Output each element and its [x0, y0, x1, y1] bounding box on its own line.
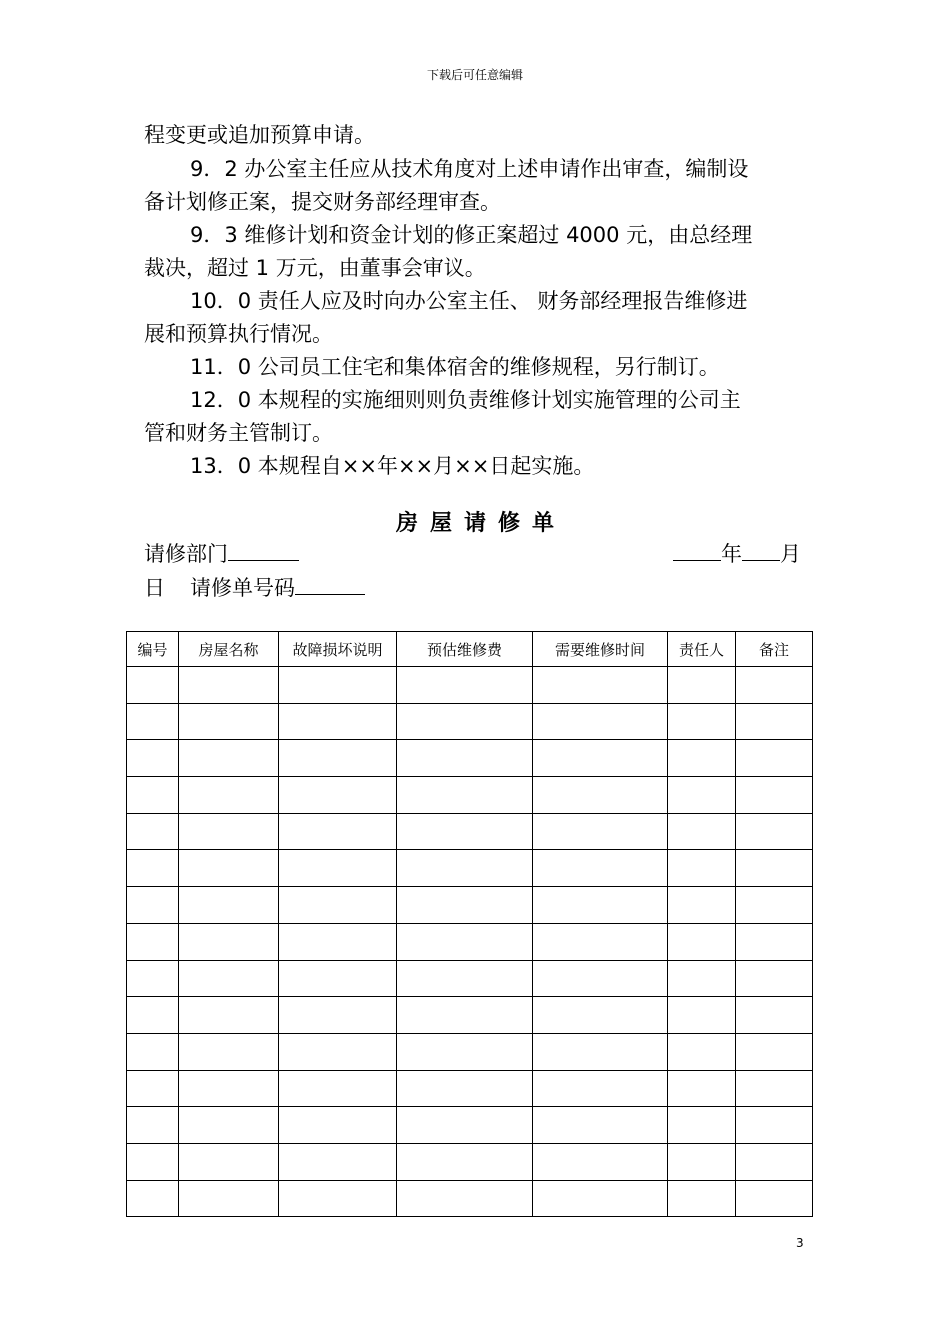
- table-cell[interactable]: [179, 813, 279, 850]
- order-no-blank[interactable]: [295, 574, 365, 595]
- table-cell[interactable]: [533, 667, 668, 704]
- table-cell[interactable]: [736, 960, 813, 997]
- table-row: [127, 850, 813, 887]
- table-cell[interactable]: [736, 850, 813, 887]
- paragraph-9-3: 9．3 维修计划和资金计划的修正案超过 4000 元，由总经理: [190, 223, 753, 247]
- table-cell[interactable]: [668, 1033, 736, 1070]
- paragraph-9-2-cont: 备计划修正案，提交财务部经理审查。: [144, 190, 501, 214]
- table-cell[interactable]: [279, 703, 397, 740]
- table-cell[interactable]: [179, 1180, 279, 1217]
- table-cell[interactable]: [127, 1070, 179, 1107]
- table-cell[interactable]: [397, 667, 533, 704]
- table-cell[interactable]: [668, 850, 736, 887]
- column-header-house-name: 房屋名称: [179, 632, 279, 667]
- table-row: [127, 960, 813, 997]
- column-header-remarks: 备注: [736, 632, 813, 667]
- table-cell[interactable]: [127, 923, 179, 960]
- table-cell[interactable]: [127, 813, 179, 850]
- order-no-label: 请修单号码: [190, 576, 295, 600]
- table-cell[interactable]: [127, 960, 179, 997]
- table-row: [127, 1143, 813, 1180]
- table-cell[interactable]: [736, 1180, 813, 1217]
- table-row: [127, 740, 813, 777]
- table-cell[interactable]: [397, 1033, 533, 1070]
- table-cell[interactable]: [127, 740, 179, 777]
- table-cell[interactable]: [179, 923, 279, 960]
- table-cell[interactable]: [279, 740, 397, 777]
- table-cell[interactable]: [279, 1143, 397, 1180]
- table-cell[interactable]: [397, 1143, 533, 1180]
- table-cell[interactable]: [533, 1070, 668, 1107]
- table-row: [127, 813, 813, 850]
- column-header-number: 编号: [127, 632, 179, 667]
- table-cell[interactable]: [179, 960, 279, 997]
- table-row: [127, 703, 813, 740]
- table-cell[interactable]: [127, 1033, 179, 1070]
- table-cell[interactable]: [533, 850, 668, 887]
- table-cell[interactable]: [533, 887, 668, 924]
- table-cell[interactable]: [668, 887, 736, 924]
- repair-table: [126, 631, 813, 1217]
- table-cell[interactable]: [397, 1070, 533, 1107]
- table-cell[interactable]: [279, 813, 397, 850]
- table-cell[interactable]: [736, 997, 813, 1034]
- month-label: 月: [780, 542, 801, 566]
- table-row: [127, 923, 813, 960]
- day-label: 日: [144, 576, 165, 600]
- paragraph-9-3-cont: 裁决，超过 1 万元，由董事会审议。: [144, 256, 486, 280]
- year-label: 年: [721, 542, 742, 566]
- table-cell[interactable]: [127, 850, 179, 887]
- table-cell[interactable]: [668, 1070, 736, 1107]
- table-cell[interactable]: [397, 813, 533, 850]
- table-cell[interactable]: [736, 1070, 813, 1107]
- column-header-estimated-cost: 预估维修费: [397, 632, 533, 667]
- table-row: [127, 1180, 813, 1217]
- table-cell[interactable]: [736, 1033, 813, 1070]
- table-row: [127, 997, 813, 1034]
- table-cell[interactable]: [668, 703, 736, 740]
- paragraph-10-0: 10．0 责任人应及时向办公室主任、 财务部经理报告维修进: [190, 289, 748, 313]
- form-title: 房屋请修单: [395, 511, 566, 536]
- table-cell[interactable]: [179, 850, 279, 887]
- table-cell[interactable]: [279, 850, 397, 887]
- column-header-responsible-person: 责任人: [668, 632, 736, 667]
- paragraph-13-0: 13．0 本规程自××年××月××日起实施。: [190, 454, 595, 478]
- table-cell[interactable]: [397, 960, 533, 997]
- table-cell[interactable]: [397, 1107, 533, 1144]
- table-cell[interactable]: [279, 997, 397, 1034]
- table-cell[interactable]: [127, 667, 179, 704]
- table-cell[interactable]: [397, 703, 533, 740]
- table-cell[interactable]: [736, 887, 813, 924]
- table-cell[interactable]: [397, 850, 533, 887]
- order-line: [144, 573, 365, 603]
- table-cell[interactable]: [179, 1070, 279, 1107]
- table-cell[interactable]: [179, 887, 279, 924]
- table-body: [127, 667, 813, 1217]
- table-cell[interactable]: [668, 740, 736, 777]
- table-cell[interactable]: [179, 703, 279, 740]
- dept-line: [144, 539, 299, 569]
- table-cell[interactable]: [668, 1180, 736, 1217]
- table-header-row: [127, 632, 813, 667]
- table-cell[interactable]: [279, 1033, 397, 1070]
- table-cell[interactable]: [179, 1143, 279, 1180]
- table-cell[interactable]: [179, 1033, 279, 1070]
- table-cell[interactable]: [668, 923, 736, 960]
- table-row: [127, 1033, 813, 1070]
- paragraph-12-0: 12．0 本规程的实施细则则负责维修计划实施管理的公司主: [190, 388, 741, 412]
- table-cell[interactable]: [736, 1107, 813, 1144]
- table-cell[interactable]: [127, 1143, 179, 1180]
- dept-blank[interactable]: [228, 540, 299, 561]
- table-cell[interactable]: [127, 777, 179, 814]
- page-header-note: 下载后可任意编辑: [426, 68, 523, 82]
- table-cell[interactable]: [533, 1107, 668, 1144]
- table-row: [127, 777, 813, 814]
- table-cell[interactable]: [279, 1070, 397, 1107]
- table-cell[interactable]: [127, 887, 179, 924]
- table-cell[interactable]: [533, 740, 668, 777]
- table-cell[interactable]: [736, 740, 813, 777]
- paragraph-12-0-cont: 管和财务主管制订。: [144, 421, 333, 445]
- table-cell[interactable]: [668, 960, 736, 997]
- table-row: [127, 667, 813, 704]
- table-cell[interactable]: [668, 813, 736, 850]
- table-cell[interactable]: [668, 777, 736, 814]
- table-row: [127, 887, 813, 924]
- table-cell[interactable]: [668, 997, 736, 1034]
- table-cell[interactable]: [279, 777, 397, 814]
- table-cell[interactable]: [279, 887, 397, 924]
- table-cell[interactable]: [397, 740, 533, 777]
- paragraph-10-0-cont: 展和预算执行情况。: [144, 322, 333, 346]
- table-cell[interactable]: [279, 667, 397, 704]
- paragraph-9-2: 9．2 办公室主任应从技术角度对上述申请作出审查，编制设: [190, 157, 749, 181]
- paragraph-text: 程变更或追加预算申请。: [144, 123, 375, 147]
- table-cell[interactable]: [279, 1180, 397, 1217]
- table-cell[interactable]: [533, 813, 668, 850]
- table-cell[interactable]: [127, 1180, 179, 1217]
- table-cell[interactable]: [397, 777, 533, 814]
- page-number: 3: [796, 1236, 804, 1250]
- date-line: [673, 539, 801, 569]
- table-cell[interactable]: [668, 1143, 736, 1180]
- table-cell[interactable]: [668, 667, 736, 704]
- table-cell[interactable]: [179, 667, 279, 704]
- table-cell[interactable]: [668, 1107, 736, 1144]
- table-cell[interactable]: [179, 777, 279, 814]
- table-cell[interactable]: [127, 703, 179, 740]
- table-cell[interactable]: [397, 997, 533, 1034]
- column-header-repair-time: 需要维修时间: [533, 632, 668, 667]
- table-cell[interactable]: [179, 997, 279, 1034]
- table-cell[interactable]: [533, 1143, 668, 1180]
- table-cell[interactable]: [397, 1180, 533, 1217]
- table-cell[interactable]: [279, 923, 397, 960]
- paragraph-11-0: 11．0 公司员工住宅和集体宿舍的维修规程，另行制订。: [190, 355, 720, 379]
- table-row: [127, 1070, 813, 1107]
- table-cell[interactable]: [127, 1107, 179, 1144]
- table-cell[interactable]: [736, 1143, 813, 1180]
- table-cell[interactable]: [736, 923, 813, 960]
- table-row: [127, 1107, 813, 1144]
- table-cell[interactable]: [736, 777, 813, 814]
- table-cell[interactable]: [736, 703, 813, 740]
- table-cell[interactable]: [533, 923, 668, 960]
- table-cell[interactable]: [533, 997, 668, 1034]
- table-cell[interactable]: [533, 777, 668, 814]
- table-cell[interactable]: [736, 667, 813, 704]
- dept-label: 请修部门: [144, 542, 228, 566]
- table-cell[interactable]: [179, 1107, 279, 1144]
- table-cell[interactable]: [397, 887, 533, 924]
- year-blank[interactable]: [673, 540, 721, 561]
- table-cell[interactable]: [533, 1033, 668, 1070]
- month-blank[interactable]: [742, 540, 780, 561]
- table-cell[interactable]: [179, 740, 279, 777]
- table-cell[interactable]: [533, 1180, 668, 1217]
- table-cell[interactable]: [397, 923, 533, 960]
- table-cell[interactable]: [533, 703, 668, 740]
- table-cell[interactable]: [736, 813, 813, 850]
- table-cell[interactable]: [279, 1107, 397, 1144]
- table-cell[interactable]: [533, 960, 668, 997]
- table-cell[interactable]: [127, 997, 179, 1034]
- table-cell[interactable]: [279, 960, 397, 997]
- column-header-fault-description: 故障损坏说明: [279, 632, 397, 667]
